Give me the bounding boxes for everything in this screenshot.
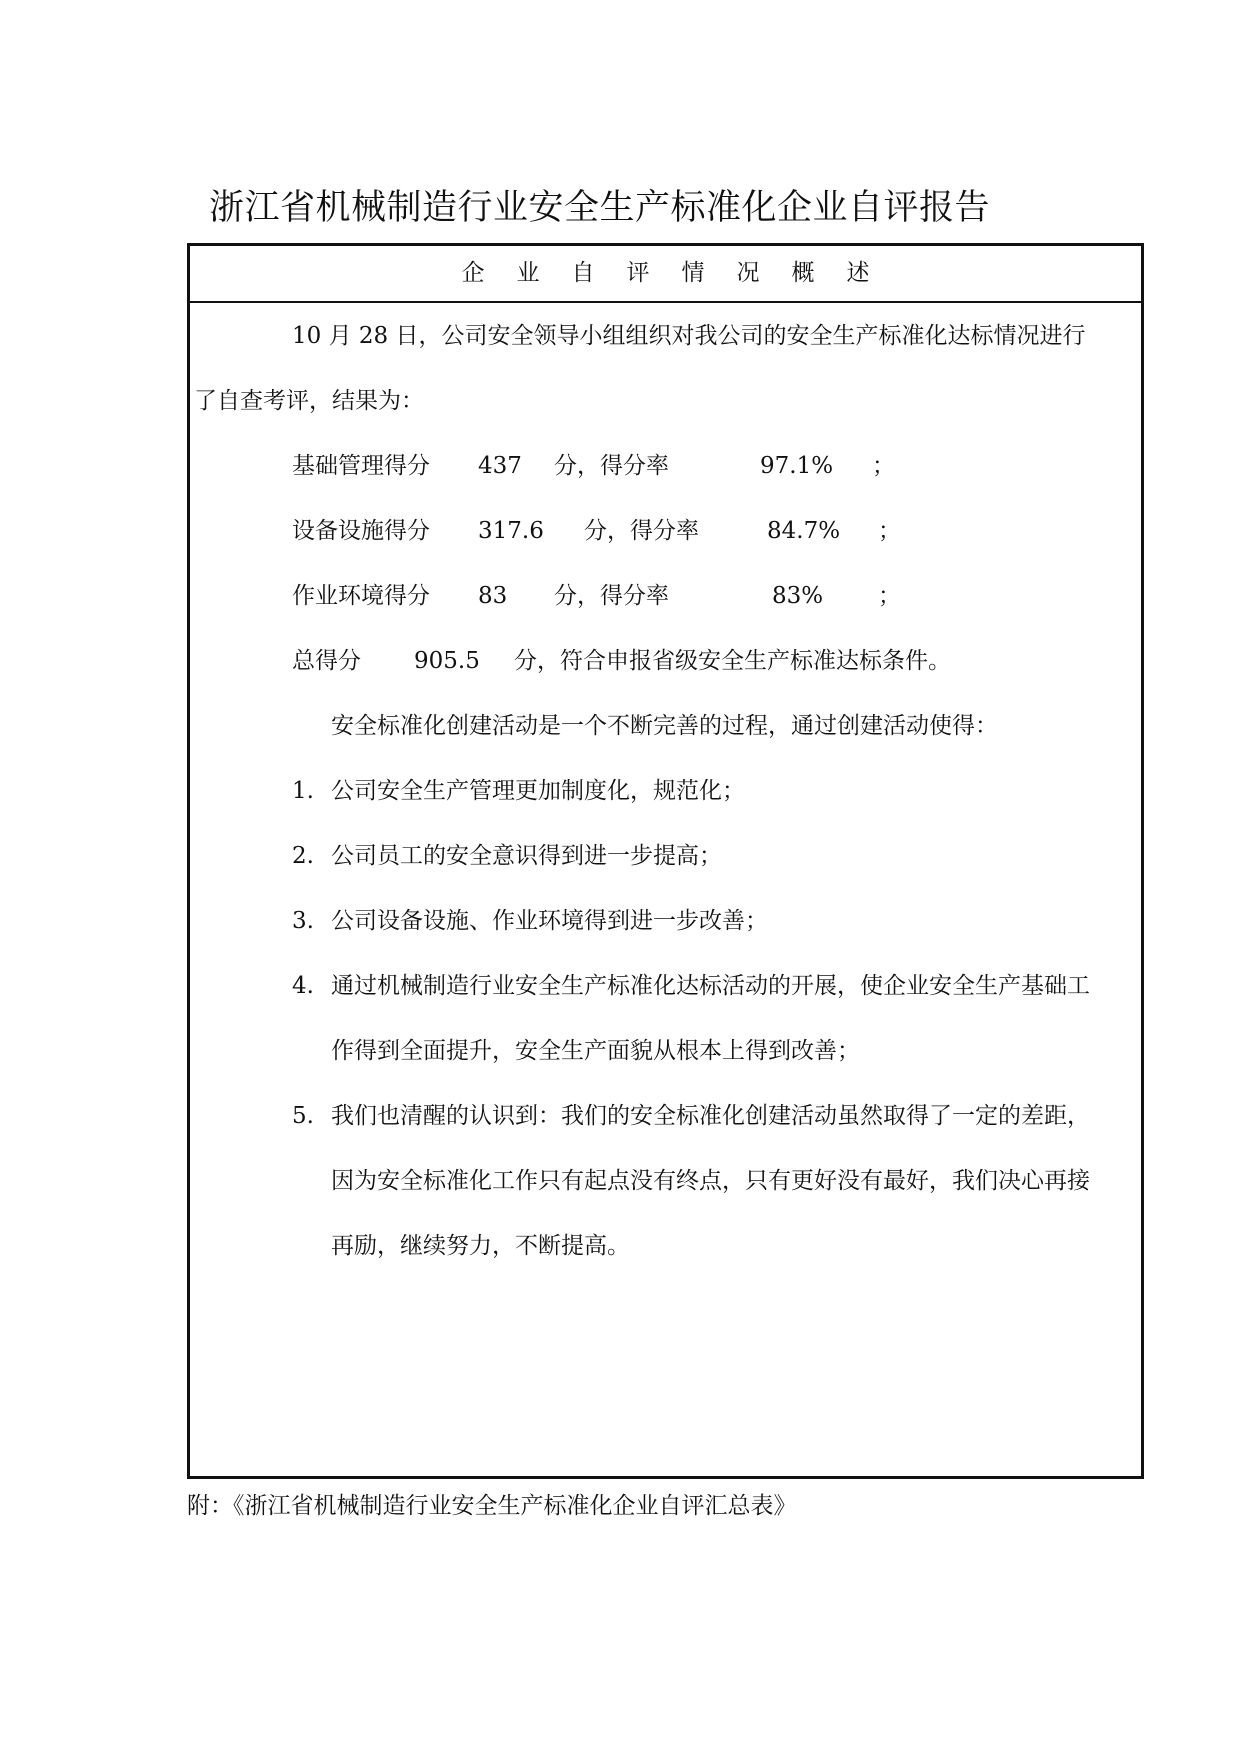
document-title: 浙江省机械制造行业安全生产标准化企业自评报告 [209,188,991,228]
total-text: 分，符合申报省级安全生产标准达标条件。 [514,648,951,674]
list-item-number: 4. [292,973,314,999]
report-table [187,243,1144,1479]
score-unit: 分，得分率 [554,583,669,609]
list-item-number: 5. [292,1103,314,1129]
list-item-text: 再励，继续努力，不断提高。 [331,1233,630,1259]
intro-line-2: 了自查考评，结果为： [194,388,424,414]
section-header-char: 况 [736,260,760,286]
list-item-text: 因为安全标准化工作只有起点没有终点，只有更好没有最好，我们决心再接 [331,1168,1090,1194]
score-rate: 84.7% [767,518,841,544]
score-end: ； [872,453,895,479]
attachment-note: 附：《浙江省机械制造行业安全生产标准化企业自评汇总表》 [187,1493,797,1519]
intro-line-1: 10 月 28 日，公司安全领导小组组织对我公司的安全生产标准化达标情况进行 [292,323,1086,349]
list-item-text: 公司设备设施、作业环境得到进一步改善； [331,908,768,934]
activity-intro: 安全标准化创建活动是一个不断完善的过程，通过创建活动使得： [331,713,998,739]
list-item-text: 作得到全面提升，安全生产面貌从根本上得到改善； [331,1038,860,1064]
list-item-number: 2. [292,843,314,869]
section-header-char: 评 [626,260,650,286]
score-row-management [292,451,895,481]
score-value: 437 [478,453,522,479]
list-item-number: 1. [292,778,314,804]
score-unit: 分，得分率 [584,518,699,544]
score-row-equipment [292,516,901,546]
section-header-char: 述 [846,260,870,286]
score-rate: 83% [772,583,824,609]
score-value: 317.6 [478,518,544,544]
total-value: 905.5 [414,648,480,674]
list-item-number: 3. [292,908,314,934]
section-header-char: 情 [681,260,705,286]
score-unit: 分，得分率 [554,453,669,479]
list-item-text: 公司员工的安全意识得到进一步提高； [331,843,722,869]
list-item-text: 我们也清醒的认识到：我们的安全标准化创建活动虽然取得了一定的差距， [331,1103,1090,1129]
section-header-char: 业 [516,260,540,286]
score-end: ； [878,583,901,609]
score-label: 作业环境得分 [292,583,430,609]
score-row-environment [292,581,901,611]
section-header [190,246,1141,303]
list-item-text: 公司安全生产管理更加制度化，规范化； [331,778,745,804]
score-label: 设备设施得分 [292,518,430,544]
score-rate: 97.1% [760,453,834,479]
list-item-text: 通过机械制造行业安全生产标准化达标活动的开展，使企业安全生产基础工 [331,973,1090,999]
section-header-char: 概 [791,260,815,286]
score-label: 基础管理得分 [292,453,430,479]
total-score-row [292,646,972,676]
score-value: 83 [478,583,508,609]
score-end: ； [878,518,901,544]
total-label: 总得分 [292,648,361,674]
section-header-char: 企 [461,260,485,286]
section-header-char: 自 [571,260,595,286]
